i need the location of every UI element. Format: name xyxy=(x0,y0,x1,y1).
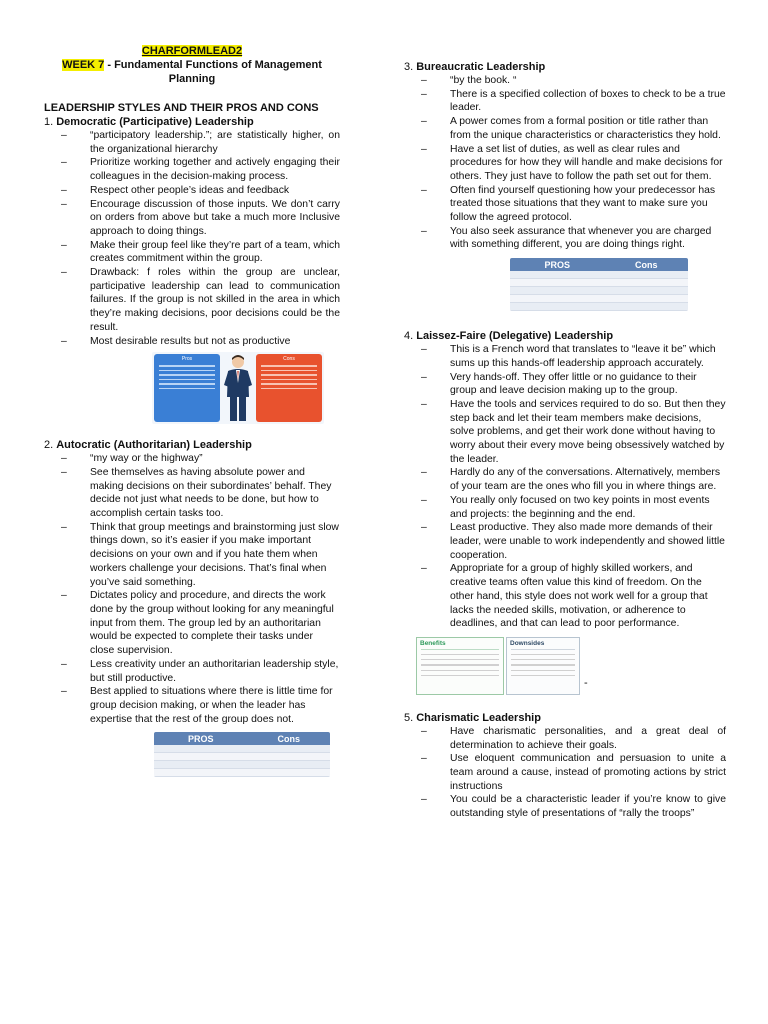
list-item: – Most desirable results but not as productive xyxy=(44,335,340,349)
democratic-list xyxy=(44,129,340,348)
list-item: – Use eloquent communication and persuasion to unite a team around a cause, instead of promoting actions by strict instructions xyxy=(404,752,726,793)
pros-header: PROS xyxy=(154,732,248,745)
list-item: – This is a French word that translates to “leave it be” which sums up this hands-off leadership approach accurately. xyxy=(404,343,726,370)
list-item: – A power comes from a formal position or title rather than from the unique characteristics or characteristics they hold. xyxy=(404,115,726,142)
left-column xyxy=(44,44,340,777)
charismatic-list xyxy=(404,725,726,821)
list-item: – Hardly do any of the conversations. Alternatively, members of your team are the ones who fill you in where things are. xyxy=(404,466,726,493)
democratic-title: Democratic (Participative) Leadership xyxy=(56,116,254,128)
list-item: – Have charismatic personalities, and a great deal of determination to achieve their goals. xyxy=(404,725,726,752)
list-item: – Dictates policy and procedure, and directs the work done by the group without looking for any meaningful input from them. The group led by an authoritarian would be expected to complete their tasks under close supervision. xyxy=(44,589,340,658)
downsides-label: Downsides xyxy=(510,639,545,647)
list-item: – You also seek assurance that whenever you are charged with something different, you are doing things right. xyxy=(404,225,726,252)
bureaucratic-pros-cons-table xyxy=(510,258,688,311)
list-item: – Best applied to situations where there is little time for group decision making, or when the leader has expertise that the rest of the group does not. xyxy=(44,685,340,726)
laissez-faire-list xyxy=(404,343,726,631)
list-item: – You could be a characteristic leader if you’re know to give outstanding style of presentations of “rally the troops” xyxy=(404,793,726,820)
laissez-faire-heading: 4. Laissez-Faire (Delegative) Leadership xyxy=(404,330,614,343)
pros-header: PROS xyxy=(510,258,605,271)
autocratic-pros-cons-table xyxy=(154,732,330,777)
right-column xyxy=(404,60,726,821)
pros-label: Pros xyxy=(181,356,193,363)
list-item: – Respect other people’s ideas and feedback xyxy=(44,184,340,198)
autocratic-title: Autocratic (Authoritarian) Leadership xyxy=(56,439,252,452)
list-item: – Make their group feel like they’re part of a team, which creates commitment within the group. xyxy=(44,239,340,266)
list-item: – “my way or the highway” xyxy=(44,452,340,466)
laissez-faire-figure xyxy=(416,637,726,695)
list-item: – See themselves as having absolute power and making decisions on their subordinates’ behalf. They decide not just what needs to be done, but how to accomplish certain tasks too. xyxy=(44,466,340,521)
section-heading: LEADERSHIP STYLES AND THEIR PROS AND CONS xyxy=(44,102,319,114)
cons-label: Cons xyxy=(283,356,295,363)
list-item: – Least productive. They also made more demands of their leader, were unable to work independently and showed little cooperation. xyxy=(404,521,726,562)
autocratic-heading: 2. Autocratic (Authoritarian) Leadership xyxy=(44,439,252,452)
laissez-faire-title: Laissez-Faire (Delegative) Leadership xyxy=(416,330,614,343)
list-item: – Less creativity under an authoritarian leadership style, but still productive. xyxy=(44,658,340,685)
list-item: – Encourage discussion of those inputs. We don’t carry on orders from above but take a much more Inclusive approach to doing things. xyxy=(44,198,340,239)
benefits-label: Benefits xyxy=(420,639,446,647)
week-heading xyxy=(44,58,340,86)
list-item: – Have a set list of duties, as well as clear rules and procedures for how they will handle and make decisions for others. They just have to follow the path set out for them. xyxy=(404,143,726,184)
week-subtitle: - Fundamental Functions of Management Planning xyxy=(104,59,322,85)
charismatic-title: Charismatic Leadership xyxy=(416,711,541,724)
charismatic-heading: 5. Charismatic Leadership xyxy=(404,711,541,724)
list-item: – “participatory leadership.”; are statistically higher, on the organizational hierarchy xyxy=(44,129,340,156)
benefits-card xyxy=(416,637,504,695)
list-item: – Prioritize working together and actively engaging their colleagues in the decision-making process. xyxy=(44,156,340,183)
bureaucratic-title: Bureaucratic Leadership xyxy=(416,61,546,73)
list-item: – Drawback: f roles within the group are unclear, participative leadership can lead to communication failures. If the group is not skilled in the area in which they’re making decisions, poor decisions could be the result. xyxy=(44,266,340,335)
pros-panel xyxy=(154,354,220,422)
list-item: – You really only focused on two key points in most events and projects: the beginning and the end. xyxy=(404,494,726,521)
bureaucratic-list xyxy=(404,74,726,252)
list-item: – Very hands-off. They offer little or no guidance to their group and leave decision making up to the group. xyxy=(404,371,726,398)
list-item: – Have the tools and services required to do so. But then they step back and let their team members make decisions, solve problems, and get their work done without having to worry about their every move being obsessively watched by the leader. xyxy=(404,398,726,467)
doc-code: CHARFORMLEAD2 xyxy=(141,45,243,57)
businessman-illustration xyxy=(223,353,253,423)
trailing-dash: - xyxy=(584,676,588,689)
autocratic-list xyxy=(44,452,340,726)
cons-header: Cons xyxy=(605,258,688,271)
list-item: – Often find yourself questioning how your predecessor has treated those situations that they want to make sure you follow the agreed protocol. xyxy=(404,184,726,225)
cons-panel xyxy=(256,354,322,422)
cons-header: Cons xyxy=(248,732,330,745)
downsides-card xyxy=(506,637,580,695)
bureaucratic-heading: 3. Bureaucratic Leadership xyxy=(404,61,546,73)
document-title xyxy=(44,44,340,58)
week-label: WEEK 7 xyxy=(62,59,105,71)
democratic-heading: 1. Democratic (Participative) Leadership xyxy=(44,116,254,128)
list-item: – Appropriate for a group of highly skilled workers, and creative teams often value this kind of freedom. On the other hand, this style does not work well for a group that lacks the needed skills, motivation, or adherence to deadlines, and that can lead to poor performance. xyxy=(404,562,726,631)
list-item: – Think that group meetings and brainstorming just slow things down, so it’s easier if you make important decisions on your own and if you hate them when workers challenge your decisions. That’s final when you’ve said something. xyxy=(44,521,340,590)
list-item: – “by the book. “ xyxy=(404,74,726,88)
list-item: – There is a specified collection of boxes to check to be a true leader. xyxy=(404,88,726,115)
democratic-pros-cons-figure xyxy=(152,352,324,424)
